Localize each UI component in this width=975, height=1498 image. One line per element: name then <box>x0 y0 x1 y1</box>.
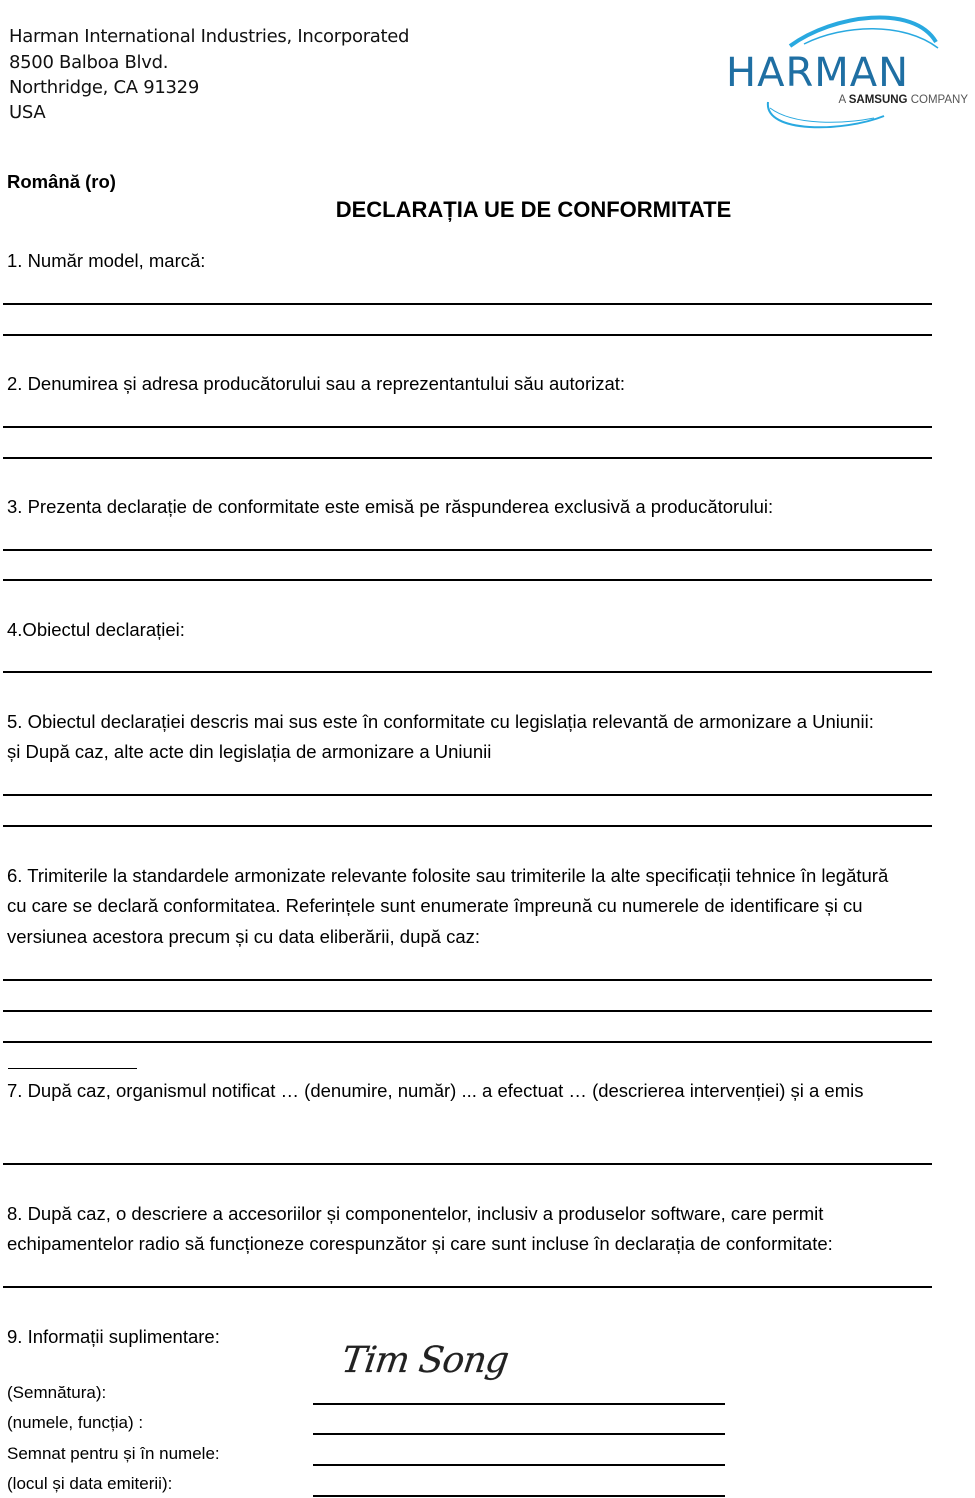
field-line <box>3 334 932 336</box>
item-5-label-cont: și După caz, alte acte din legislația de armonizare a Uniunii <box>7 741 492 762</box>
field-line <box>3 1041 932 1043</box>
address-line: Northridge, CA 91329 <box>9 77 199 98</box>
language-label: Română (ro) <box>7 171 116 192</box>
name-function-label: (numele, funcția) : <box>7 1413 144 1432</box>
address-line: USA <box>9 102 46 123</box>
item-4-label: 4.Obiectul declarației: <box>7 619 185 640</box>
field-line <box>3 794 932 796</box>
item-8-label: 8. După caz, o descriere a accesoriilor și componentelor, inclusiv a produselor software, care permit <box>7 1203 824 1224</box>
field-line <box>3 671 932 673</box>
field-line <box>3 303 932 305</box>
address-line: 8500 Balboa Blvd. <box>9 52 169 73</box>
field-line <box>3 1163 932 1165</box>
place-date-line <box>313 1495 725 1497</box>
item-9-label: 9. Informații suplimentare: <box>7 1326 220 1347</box>
signature-field-label: (Semnătura): <box>7 1383 107 1402</box>
address-line: Harman International Industries, Incorporated <box>9 26 410 47</box>
item-8-label-cont: echipamentelor radio să funcționeze corespunzător și care sunt incluse în declarația de conformitate: <box>7 1233 833 1254</box>
field-line <box>3 426 932 428</box>
field-line <box>3 579 932 581</box>
name-function-line <box>313 1433 725 1435</box>
logo-tagline: A SAMSUNG COMPANY <box>838 94 968 106</box>
field-line <box>3 457 932 459</box>
item-3-label: 3. Prezenta declarație de conformitate este emisă pe răspunderea exclusivă a producătorului: <box>7 496 774 517</box>
item-6-label: 6. Trimiterile la standardele armonizate relevante folosite sau trimiterile la alte specificații tehnice în legătură <box>7 865 889 886</box>
item-1-label: 1. Număr model, marcă: <box>7 250 206 271</box>
field-line <box>3 1286 932 1288</box>
signed-for-line <box>313 1464 725 1466</box>
signed-for-label: Semnat pentru și în numele: <box>7 1444 220 1463</box>
item-7-label: 7. După caz, organismul notificat … (denumire, număr) ... a efectuat … (descrierea intervenției) și a emis <box>7 1080 864 1101</box>
signature-line <box>313 1403 725 1405</box>
field-line <box>3 1010 932 1012</box>
logo-brand: HARMAN <box>726 50 910 96</box>
item-5-label: 5. Obiectul declarației descris mai sus este în conformitate cu legislația relevantă de armonizare a Uniunii: <box>7 711 874 732</box>
field-line <box>3 979 932 981</box>
field-line <box>3 549 932 551</box>
signature-handwritten-name: Tim Song <box>339 1340 511 1381</box>
item-2-label: 2. Denumirea și adresa producătorului sau a reprezentantului său autorizat: <box>7 373 626 394</box>
item-6-label-cont: cu care se declară conformitatea. Referințele sunt enumerate împreună cu numerele de identificare și cu <box>7 895 863 916</box>
page-title: DECLARAȚIA UE DE CONFORMITATE <box>335 197 732 222</box>
footnote-divider <box>8 1068 137 1069</box>
harman-logo <box>724 4 972 134</box>
place-date-label: (locul și data emiterii): <box>7 1474 173 1493</box>
item-6-label-cont: versiunea acestora precum și cu data eliberării, după caz: <box>7 926 481 947</box>
field-line <box>3 825 932 827</box>
